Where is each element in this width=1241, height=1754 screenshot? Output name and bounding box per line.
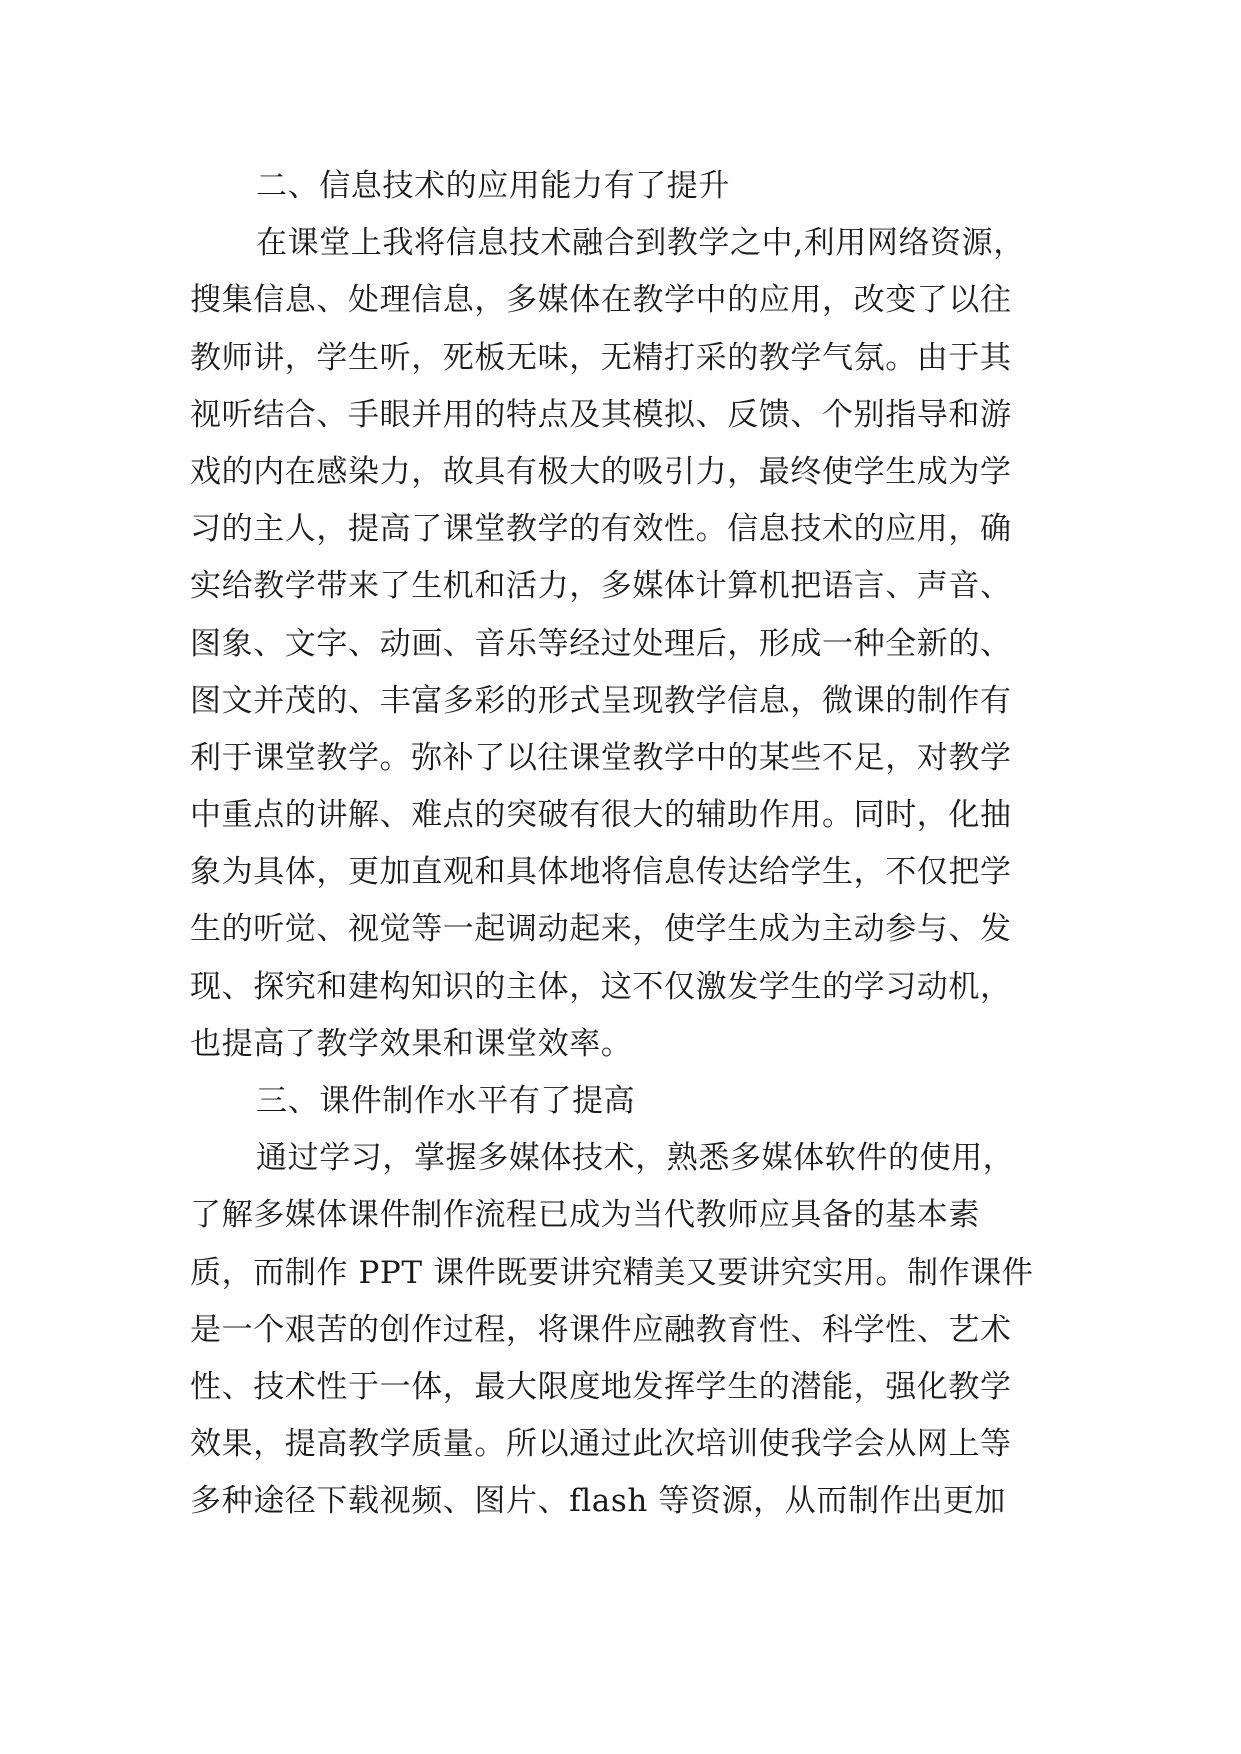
paragraph-line: 多种途径下载视频、图片、flash 等资源，从而制作出更加 <box>190 1483 1006 1520</box>
paragraph-line: 生的听觉、视觉等一起调动起来，使学生成为主动参与、发 <box>190 911 1012 948</box>
paragraph-line: 通过学习，掌握多媒体技术，熟悉多媒体软件的使用， <box>256 1140 1015 1177</box>
section-heading-2: 二、信息技术的应用能力有了提升 <box>256 168 730 204</box>
paragraph-line: 利于课堂教学。弥补了以往课堂教学中的某些不足，对教学 <box>190 739 1012 776</box>
paragraph-line: 搜集信息、处理信息，多媒体在教学中的应用，改变了以往 <box>190 282 1012 319</box>
section-heading-3: 三、课件制作水平有了提高 <box>256 1083 636 1119</box>
paragraph-line: 性、技术性于一体，最大限度地发挥学生的潜能，强化教学 <box>190 1368 1012 1405</box>
paragraph-line: 实给教学带来了生机和活力，多媒体计算机把语言、声音、 <box>190 568 1012 605</box>
paragraph-line: 是一个艰苦的创作过程，将课件应融教育性、科学性、艺术 <box>190 1311 1012 1348</box>
paragraph-line: 了解多媒体课件制作流程已成为当代教师应具备的基本素 <box>190 1197 980 1234</box>
paragraph-line: 效果，提高教学质量。所以通过此次培训使我学会从网上等 <box>190 1426 1012 1463</box>
paragraph-line: 在课堂上我将信息技术融合到教学之中,利用网络资源， <box>256 225 1025 262</box>
paragraph-line: 现、探究和建构知识的主体，这不仅激发学生的学习动机， <box>190 968 1012 1005</box>
paragraph-line: 图文并茂的、丰富多彩的形式呈现教学信息，微课的制作有 <box>190 682 1012 719</box>
paragraph-line: 也提高了教学效果和课堂效率。 <box>190 1025 633 1062</box>
paragraph-line: 习的主人，提高了课堂教学的有效性。信息技术的应用，确 <box>190 511 1012 548</box>
paragraph-line: 象为具体，更加直观和具体地将信息传达给学生，不仅把学 <box>190 854 1012 891</box>
paragraph-line: 戏的内在感染力，故具有极大的吸引力，最终使学生成为学 <box>190 453 1012 490</box>
paragraph-line: 图象、文字、动画、音乐等经过处理后，形成一种全新的、 <box>190 625 1012 662</box>
paragraph-line: 中重点的讲解、难点的突破有很大的辅助作用。同时，化抽 <box>190 797 1012 834</box>
document-body <box>190 158 1080 1531</box>
paragraph-line: 教师讲，学生听，死板无味，无精打采的教学气氛。由于其 <box>190 339 1012 376</box>
paragraph-line: 质，而制作 PPT 课件既要讲究精美又要讲究实用。制作课件 <box>190 1254 1034 1291</box>
paragraph-line: 视听结合、手眼并用的特点及其模拟、反馈、个别指导和游 <box>190 396 1012 433</box>
